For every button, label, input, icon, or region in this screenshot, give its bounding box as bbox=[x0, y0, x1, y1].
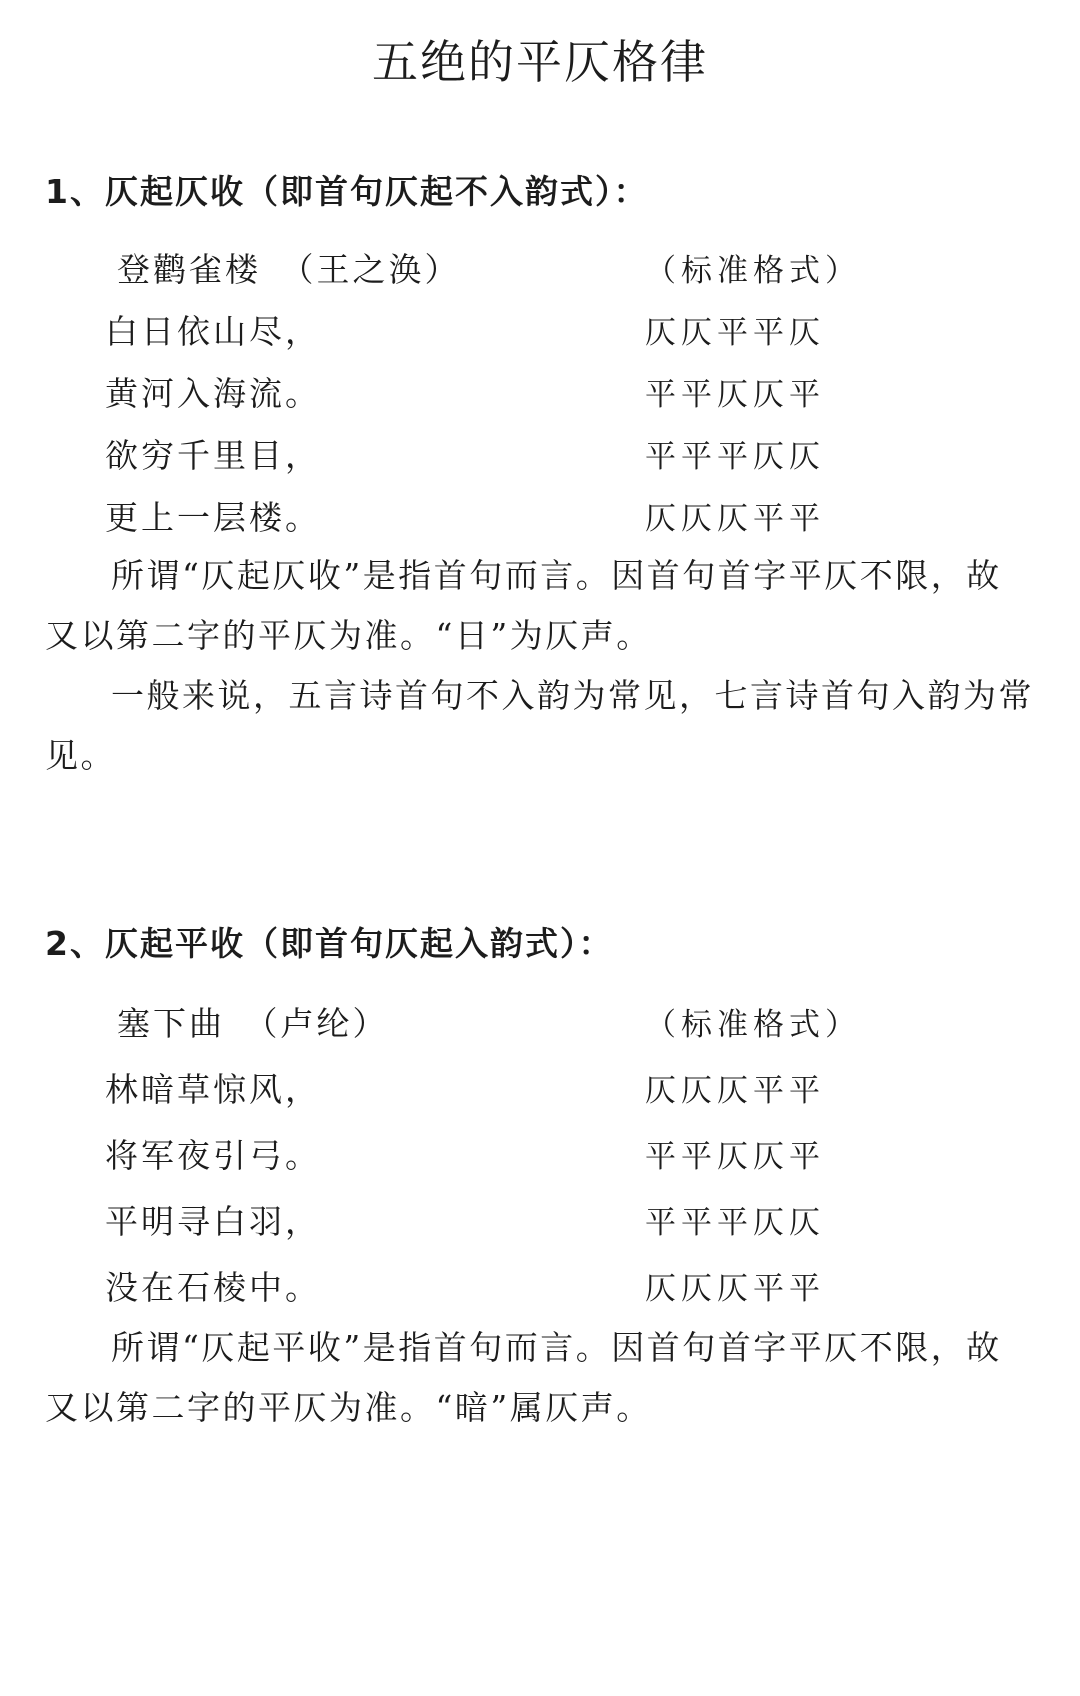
section-zeqi-zeshou bbox=[45, 172, 1035, 786]
section-2-heading: 2、仄起平收（即首句仄起入韵式）： bbox=[45, 924, 614, 963]
poem-line-text: 没在石棱中。 bbox=[105, 1267, 321, 1307]
format-label: （标准格式） bbox=[645, 252, 861, 289]
poem-line-row bbox=[45, 1186, 1035, 1252]
paragraph-line: 所谓“仄起平收”是指首句而言。因首句首字平仄不限，故 bbox=[111, 1328, 1002, 1367]
explanation-paragraph bbox=[45, 546, 1035, 666]
poem-line-row bbox=[45, 422, 1035, 484]
poem-line-text: 欲穷千里目， bbox=[105, 435, 321, 475]
tone-pattern: 平平仄仄平 bbox=[645, 1138, 825, 1175]
poem-line-row bbox=[45, 360, 1035, 422]
poem-title-author: 塞下曲 （卢纶） bbox=[117, 1003, 389, 1043]
tone-pattern: 仄仄仄平平 bbox=[645, 500, 825, 537]
section-1-heading: 1、仄起仄收（即首句仄起不入韵式）： bbox=[45, 172, 649, 211]
paragraph-line: 见。 bbox=[45, 736, 116, 775]
poem-line-row bbox=[45, 484, 1035, 546]
poem-header-row bbox=[45, 236, 1035, 298]
section-zeqi-pingshou bbox=[45, 924, 1035, 1438]
tone-pattern: 平平平仄仄 bbox=[645, 1204, 825, 1241]
poem-line-text: 黄河入海流。 bbox=[105, 373, 321, 413]
poem-header-row bbox=[45, 988, 1035, 1054]
poem-line-text: 更上一层楼。 bbox=[105, 497, 321, 537]
tone-pattern: 仄仄仄平平 bbox=[645, 1270, 825, 1307]
tone-pattern: 仄仄平平仄 bbox=[645, 314, 825, 351]
poem-title-author: 登鹳雀楼 （王之涣） bbox=[117, 249, 461, 289]
tone-pattern: 仄仄仄平平 bbox=[645, 1072, 825, 1109]
poem-line-text: 白日依山尽， bbox=[105, 311, 321, 351]
tone-pattern: 平平平仄仄 bbox=[645, 438, 825, 475]
poem-line-text: 平明寻白羽， bbox=[105, 1201, 321, 1241]
poem-saixiaqu bbox=[45, 988, 1035, 1318]
format-label: （标准格式） bbox=[645, 1006, 861, 1043]
poem-line-row bbox=[45, 1252, 1035, 1318]
explanation-paragraph bbox=[45, 1318, 1035, 1438]
poem-line-row bbox=[45, 1054, 1035, 1120]
poem-line-text: 将军夜引弓。 bbox=[105, 1135, 321, 1175]
paragraph-line: 又以第二字的平仄为准。“暗”属仄声。 bbox=[45, 1388, 652, 1427]
note-paragraph bbox=[45, 666, 1035, 786]
poem-dengguanquelou bbox=[45, 236, 1035, 546]
paragraph-line: 所谓“仄起仄收”是指首句而言。因首句首字平仄不限，故 bbox=[111, 556, 1002, 595]
paragraph-line: 一般来说，五言诗首句不入韵为常见，七言诗首句入韵为常 bbox=[111, 676, 1034, 715]
poem-line-text: 林暗草惊风， bbox=[105, 1069, 321, 1109]
page-title: 五绝的平仄格律 bbox=[372, 35, 708, 89]
paragraph-line: 又以第二字的平仄为准。“日”为仄声。 bbox=[45, 616, 652, 655]
tone-pattern: 平平仄仄平 bbox=[645, 376, 825, 413]
poem-line-row bbox=[45, 1120, 1035, 1186]
poem-line-row bbox=[45, 298, 1035, 360]
